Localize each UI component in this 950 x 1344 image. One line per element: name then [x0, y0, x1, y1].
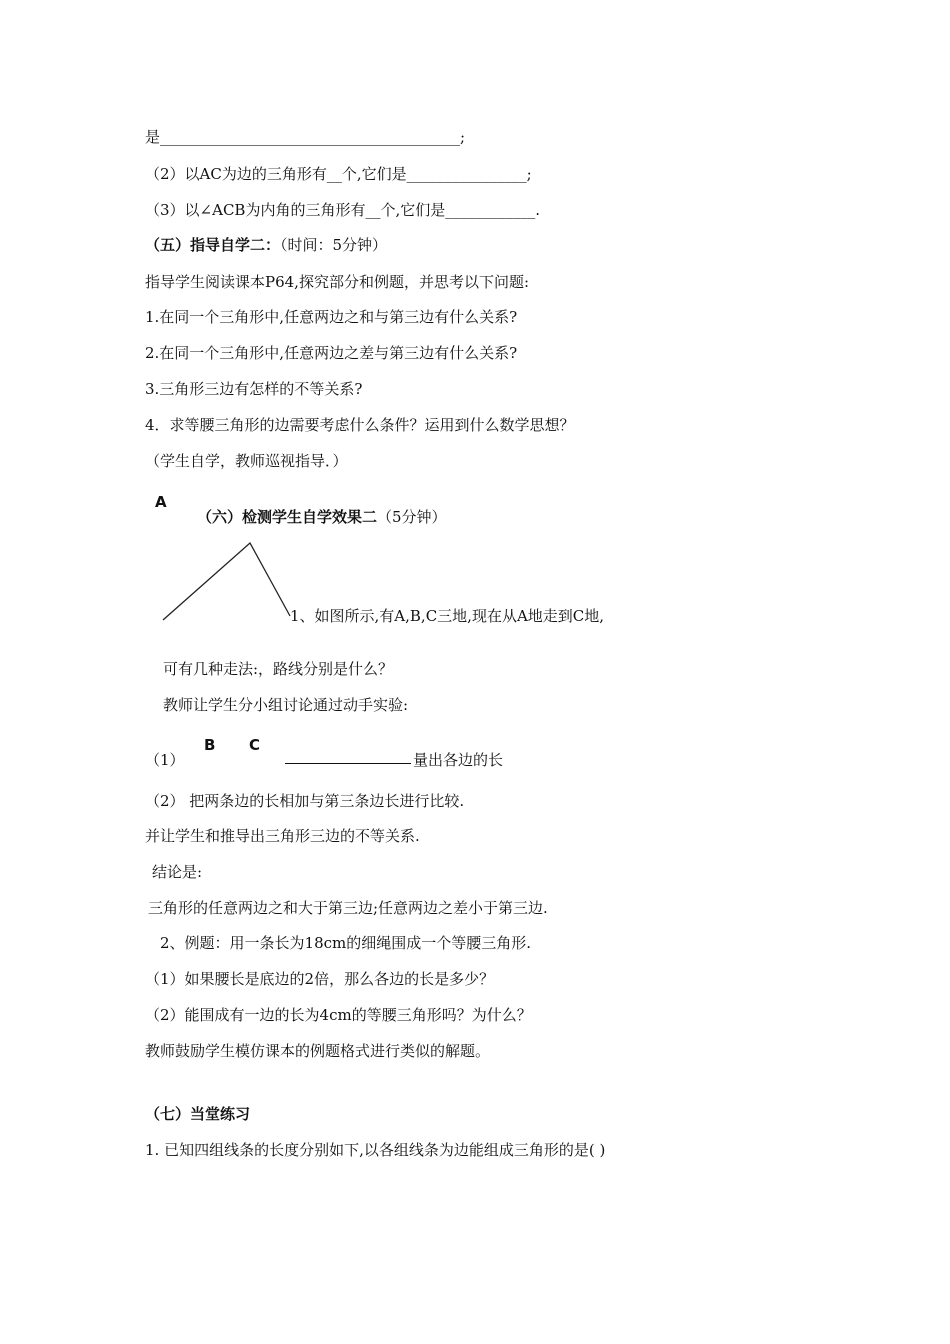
section-6-question-1-cont: 可有几种走法:，路线分别是什么？ — [163, 660, 394, 678]
section-5-item-1: 1.在同一个三角形中,任意两边之和与第三边有什么关系? — [145, 308, 518, 326]
step-1-number: （1） — [145, 751, 185, 769]
step-1-text: 量出各边的长 — [413, 751, 504, 769]
figure-label-a: A — [155, 493, 167, 511]
section-5-time: （时间：5分钟） — [280, 236, 388, 254]
section-6-title — [197, 507, 447, 527]
section-6-heading: （六）检测学生自学效果二 — [197, 508, 378, 526]
example-question-1: （1）如果腰长是底边的2倍，那么各边的长是多少？ — [145, 970, 495, 988]
section-5-item-4: 4．求等腰三角形的边需要考虑什么条件？运用到什么数学思想？ — [145, 416, 575, 434]
conclusion-label: 结论是: — [152, 863, 203, 881]
blank-line-shi: 是________________________________________; — [145, 128, 466, 146]
measure-underline — [285, 763, 411, 764]
example-question-2: （2）能围成有一边的长为4cm的等腰三角形吗？为什么？ — [145, 1006, 532, 1024]
section-6-time: （5分钟） — [377, 508, 447, 526]
section-5-intro: 指导学生阅读课本P64,探究部分和例题，并思考以下问题: — [145, 273, 530, 291]
section-5-note: （学生自学，教师巡视指导．） — [145, 452, 348, 470]
section-6-question-1: 1、如图所示,有A,B,C三地,现在从A地走到C地, — [290, 607, 605, 625]
section-7-heading: （七）当堂练习 — [145, 1105, 251, 1123]
section-5-heading: （五）指导自学二： — [145, 236, 281, 254]
example-statement: 2、例题：用一条长为18cm的细绳围成一个等腰三角形. — [160, 934, 532, 952]
section-5-item-2: 2.在同一个三角形中,任意两边之差与第三边有什么关系? — [145, 344, 518, 362]
teacher-encouragement: 教师鼓励学生模仿课本的例题格式进行类似的解题。 — [145, 1042, 491, 1060]
section-5-title — [145, 235, 387, 255]
section-7-question-1: 1. 已知四组线条的长度分别如下,以各组线条为边能组成三角形的是( ) — [145, 1141, 606, 1159]
question-3-angle-acb: （3）以∠ACB为内角的三角形有__个,它们是____________. — [145, 201, 540, 219]
derive-statement: 并让学生和推导出三角形三边的不等关系. — [145, 827, 420, 845]
conclusion-text: 三角形的任意两边之和大于第三边;任意两边之差小于第三边. — [148, 899, 548, 917]
triangle-figure — [160, 538, 295, 623]
path-a-to-c — [163, 543, 290, 620]
question-2-ac-side: （2）以AC为边的三角形有__个,它们是________________; — [145, 165, 532, 183]
section-5-item-3: 3.三角形三边有怎样的不等关系? — [145, 380, 363, 398]
teacher-instruction: 教师让学生分小组讨论通过动手实验: — [163, 696, 409, 714]
step-2: （2） 把两条边的长相加与第三条边长进行比较. — [145, 792, 465, 810]
figure-label-b: B — [204, 736, 216, 754]
figure-label-c: C — [249, 736, 261, 754]
